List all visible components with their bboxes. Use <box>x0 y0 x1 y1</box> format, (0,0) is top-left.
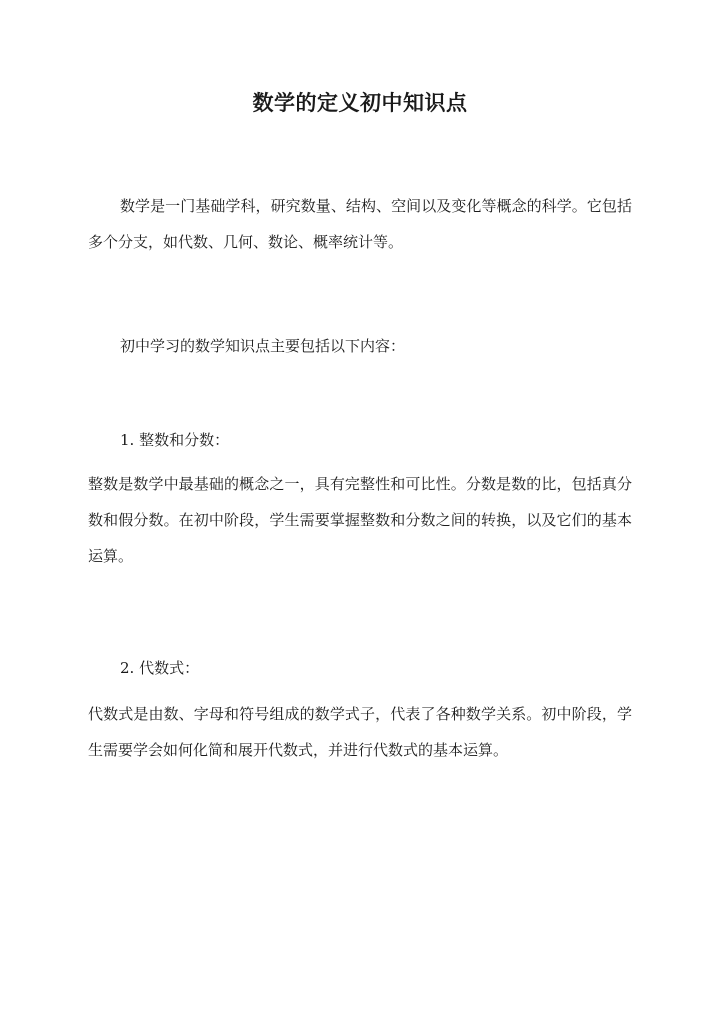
section-heading-algebraic-expressions: 2. 代数式： <box>120 659 200 677</box>
intro-paragraph: 数学是一门基础学科，研究数量、结构、空间以及变化等概念的科学。它包括多个分支，如代数、几何、数论、概率统计等。 <box>88 197 632 251</box>
page-title: 数学的定义初中知识点 <box>252 90 468 115</box>
section-body-algebraic-expressions: 代数式是由数、字母和符号组成的数学式子，代表了各种数学关系。初中阶段，学生需要学会如何化简和展开代数式，并进行代数式的基本运算。 <box>88 705 632 759</box>
section-body-integers-fractions: 整数是数学中最基础的概念之一，具有完整性和可比性。分数是数的比，包括真分数和假分数。在初中阶段，学生需要掌握整数和分数之间的转换，以及它们的基本运算。 <box>88 475 632 565</box>
lead-paragraph: 初中学习的数学知识点主要包括以下内容： <box>120 337 406 355</box>
section-heading-integers-fractions: 1. 整数和分数： <box>120 431 230 449</box>
